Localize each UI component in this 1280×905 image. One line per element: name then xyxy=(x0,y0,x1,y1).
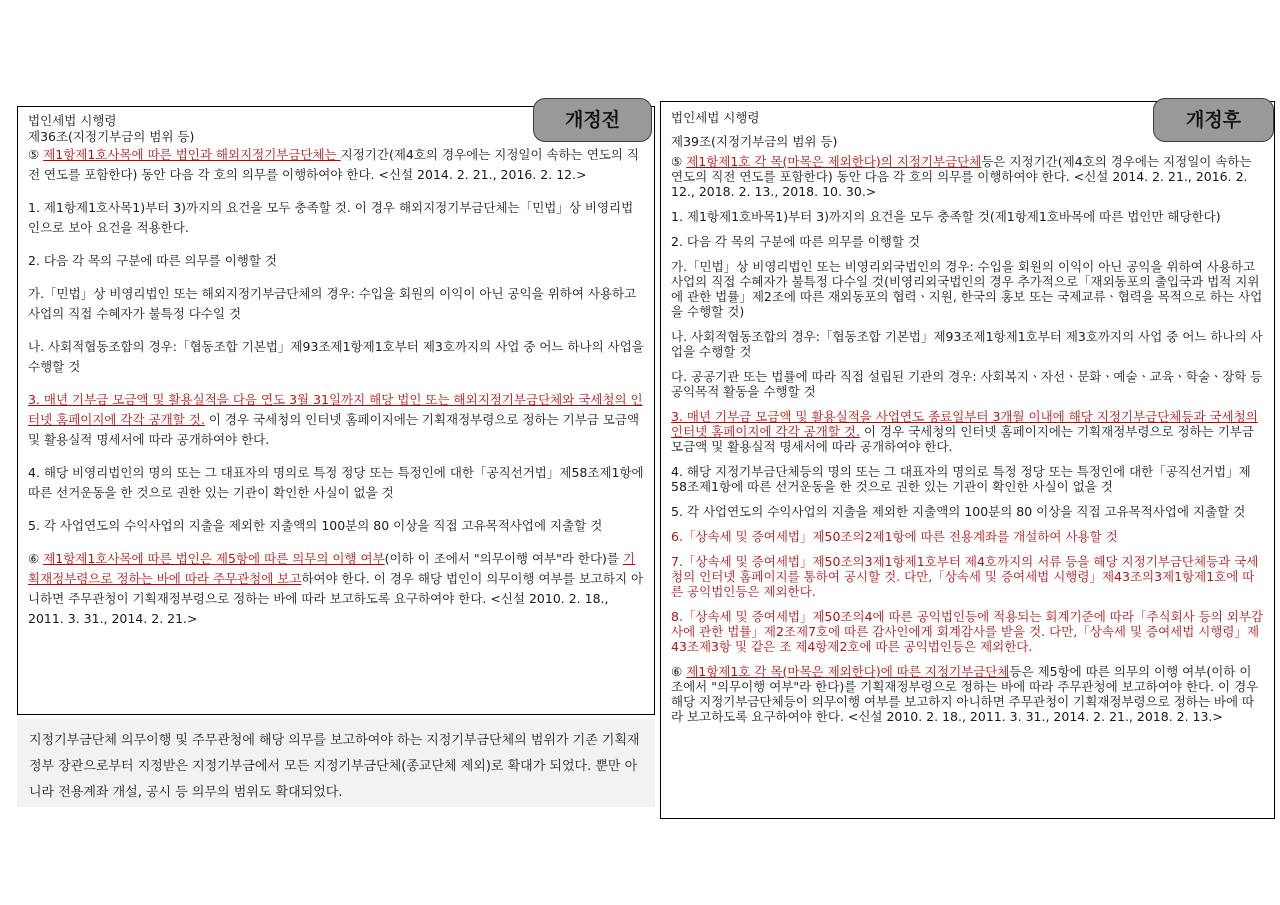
item-1: 1. 제1항제1호바목1)부터 3)까지의 요건을 모두 충족할 것(제1항제1호바목에 따른 법인만 해당한다) xyxy=(671,209,1221,224)
before-amendment-panel xyxy=(17,106,655,715)
item-4: 4. 해당 비영리법인의 명의 또는 그 대표자의 명의로 특정 정당 또는 특정인에 대한「공직선거법」제58조제1항에 따른 선거운동을 한 것으로 권한 있는 기관이 확인한 사실이 없을 것 xyxy=(28,465,644,500)
item-2-c: 다. 공공기관 또는 법률에 따라 직접 설립된 기관의 경우: 사회복지ㆍ자선ㆍ문화ㆍ예술ㆍ교육ㆍ학술ㆍ장학 등 공익목적 활동을 수행할 것 xyxy=(671,369,1263,399)
article-title: 제36조(지정기부금의 범위 등) xyxy=(28,129,195,144)
item-text: 이 경우 국세청의 인터넷 홈페이지에는 기획재정부령으로 정하는 기부금 모금액 및 활용실적 명세서에 따라 공개하여야 한다. xyxy=(28,412,640,447)
item-1: 1. 제1항제1호사목1)부터 3)까지의 요건을 모두 충족할 것. 이 경우 해외지정기부금단체는「민법」상 비영리법인으로 보아 요건을 적용한다. xyxy=(28,200,634,235)
paragraph-5 xyxy=(28,145,644,185)
underlined-text: 제1항제1호 각 목(마목은 제외한다)에 따른 지정기부금단체 xyxy=(686,664,1010,679)
after-badge: 개정후 xyxy=(1153,98,1274,142)
underlined-text: 제1항제1호사목에 따른 법인과 해외지정기부금단체는 xyxy=(43,147,341,162)
item-3 xyxy=(671,409,1266,454)
underlined-text: 기획재정부령으로 정하는 바에 따라 주무관청에 보고 xyxy=(28,551,636,586)
article-title: 제39조(지정기부금의 범위 등) xyxy=(671,134,838,149)
item-8: 8.「상속세 및 증여세법」제50조의4에 따른 공익법인등에 적용되는 회계기준에 따라「주식회사 등의 외부감사에 관한 법률」제2조제7호에 따른 감사인에게 회계감사를 받을 것. 다만,「상속세 및 증여세법 시행령」제43조제3항 및 같은 조 제4항제2호에 따른 공익법인등은 제외한다. xyxy=(671,609,1264,654)
item-5: 5. 각 사업연도의 수익사업의 지출을 제외한 지출액의 100분의 80 이상을 직접 고유목적사업에 지출할 것 xyxy=(28,518,603,533)
paragraph-text: 등은 제5항에 따른 의무의 이행 여부(이하 이 조에서 "의무이행 여부"라 한다)를 기획재정부령으로 정하는 바에 따라 주무관청에 보고하여야 한다. 이 경우 해당 지정기부금단체등이 의무이행 여부를 보고하지 아니하면 주무관청이 기획재정부령으로 정하는 바에 따라 보고하도록 요구하여야 한다. <신설 2010. 2. 18., 2011. 3. 31., 2014. 2. 21., 2018. 2. 13.> xyxy=(671,664,1259,724)
underlined-text: 3. 매년 기부금 모금액 및 활용실적을 사업연도 종료일부터 3개월 이내에 해당 지정기부금단체등과 국세청의 인터넷 홈페이지에 각각 공개할 것. xyxy=(671,409,1258,439)
paragraph-number: ⑤ xyxy=(671,154,687,169)
paragraph-5 xyxy=(671,154,1266,199)
underlined-text: 3. 매년 기부금 모금액 및 활용실적을 다음 연도 3월 31일까지 해당 법인 또는 해외지정기부금단체와 국세청의 인터넷 홈페이지에 각각 공개할 것. xyxy=(28,392,643,427)
paragraph-6 xyxy=(671,664,1266,724)
item-6: 6.「상속세 및 증여세법」제50조의2제1항에 따른 전용계좌를 개설하여 사용할 것 xyxy=(671,529,1118,544)
after-amendment-panel xyxy=(660,101,1275,819)
paragraph-text: 하여야 한다. 이 경우 해당 법인이 의무이행 여부를 보고하지 아니하면 주무관청이 기획재정부령으로 정하는 바에 따라 보고하도록 요구하여야 한다. <신설 2010. 2. 18., 2011. 3. 31., 2014. 2. 21.> xyxy=(28,571,644,626)
law-title: 법인세법 시행령 xyxy=(28,113,117,128)
paragraph-text: 등은 지정기간(제4호의 경우에는 지정일이 속하는 연도의 직전 연도를 포함한다) 동안 다음 각 호의 의무를 이행하여야 한다. <신설 2014. 2. 21., 2016. 2. 12., 2018. 2. 13., 2018. 10. 30.> xyxy=(671,154,1252,199)
law-title: 법인세법 시행령 xyxy=(671,110,760,125)
item-2-b: 나. 사회적협동조합의 경우:「협동조합 기본법」제93조제1항제1호부터 제3호까지의 사업 중 어느 하나의 사업을 수행할 것 xyxy=(671,329,1263,359)
item-5: 5. 각 사업연도의 수익사업의 지출을 제외한 지출액의 100분의 80 이상을 직접 고유목적사업에 지출할 것 xyxy=(671,504,1246,519)
item-3 xyxy=(28,390,644,450)
underlined-text: 제1항제1호사목에 따른 법인은 제5항에 따른 의무의 이행 여부 xyxy=(43,551,385,566)
item-7: 7.「상속세 및 증여세법」제50조의3제1항제1호부터 제4호까지의 서류 등을 해당 지정기부금단체등과 국세청의 인터넷 홈페이지를 통하여 공시할 것. 다만,「상속세 및 증여세법 시행령」제43조의3제1항제1호에 따른 공익법인등은 제외한다. xyxy=(671,554,1259,599)
item-2: 2. 다음 각 목의 구분에 따른 의무를 이행할 것 xyxy=(671,234,920,249)
item-text: 이 경우 국세청의 인터넷 홈페이지에는 기획재정부령으로 정하는 기부금 모금액 및 활용실적 명세서에 따라 공개하여야 한다. xyxy=(671,424,1254,454)
item-2-a: 가.「민법」상 비영리법인 또는 비영리외국법인의 경우: 수입을 회원의 이익이 아닌 공익을 위하여 사용하고 사업의 직접 수혜자가 불특정 다수일 것(비영리외국법인의 경우 추가적으로「재외동포의 출입국과 법적 지위에 관한 법률」제2조에 따른 재외동포의 협력ㆍ지원, 한국의 홍보 또는 국제교류ㆍ협력을 목적으로 하는 사업을 수행할 것) xyxy=(671,259,1263,319)
item-2-b: 나. 사회적협동조합의 경우:「협동조합 기본법」제93조제1항제1호부터 제3호까지의 사업 중 어느 하나의 사업을 수행할 것 xyxy=(28,339,644,374)
paragraph-number: ⑤ xyxy=(28,147,44,162)
paragraph-text: (이하 이 조에서 "의무이행 여부"라 한다)를 xyxy=(384,551,623,566)
underlined-text: 제1항제1호 각 목(마목은 제외한다)의 지정기부금단체 xyxy=(686,154,982,169)
paragraph-6 xyxy=(28,549,644,629)
paragraph-number: ⑥ xyxy=(671,664,687,679)
before-badge: 개정전 xyxy=(533,98,652,142)
paragraph-number: ⑥ xyxy=(28,551,44,566)
paragraph-text: 지정기간(제4호의 경우에는 지정일이 속하는 연도의 직전 연도를 포함한다) 동안 다음 각 호의 의무를 이행하여야 한다. <신설 2014. 2. 21., 2016. 2. 12.> xyxy=(28,147,639,182)
item-4: 4. 해당 지정기부금단체등의 명의 또는 그 대표자의 명의로 특정 정당 또는 특정인에 대한「공직선거법」제58조제1항에 따른 선거운동을 한 것으로 권한 있는 기관이 확인한 사실이 없을 것 xyxy=(671,464,1251,494)
item-2-a: 가.「민법」상 비영리법인 또는 해외지정기부금단체의 경우: 수입을 회원의 이익이 아닌 공익을 위하여 사용하고 사업의 직접 수혜자가 불특정 다수일 것 xyxy=(28,286,637,321)
summary-note: 지정기부금단체 의무이행 및 주무관청에 해당 의무를 보고하여야 하는 지정기부금단체의 범위가 기존 기획재정부 장관으로부터 지정받은 지정기부금에서 모든 지정기부금단체(종교단체 제외)로 확대가 되었다. 뿐만 아니라 전용계좌 개설, 공시 등 의무의 범위도 확대되었다. xyxy=(17,719,655,807)
item-2: 2. 다음 각 목의 구분에 따른 의무를 이행할 것 xyxy=(28,253,277,268)
